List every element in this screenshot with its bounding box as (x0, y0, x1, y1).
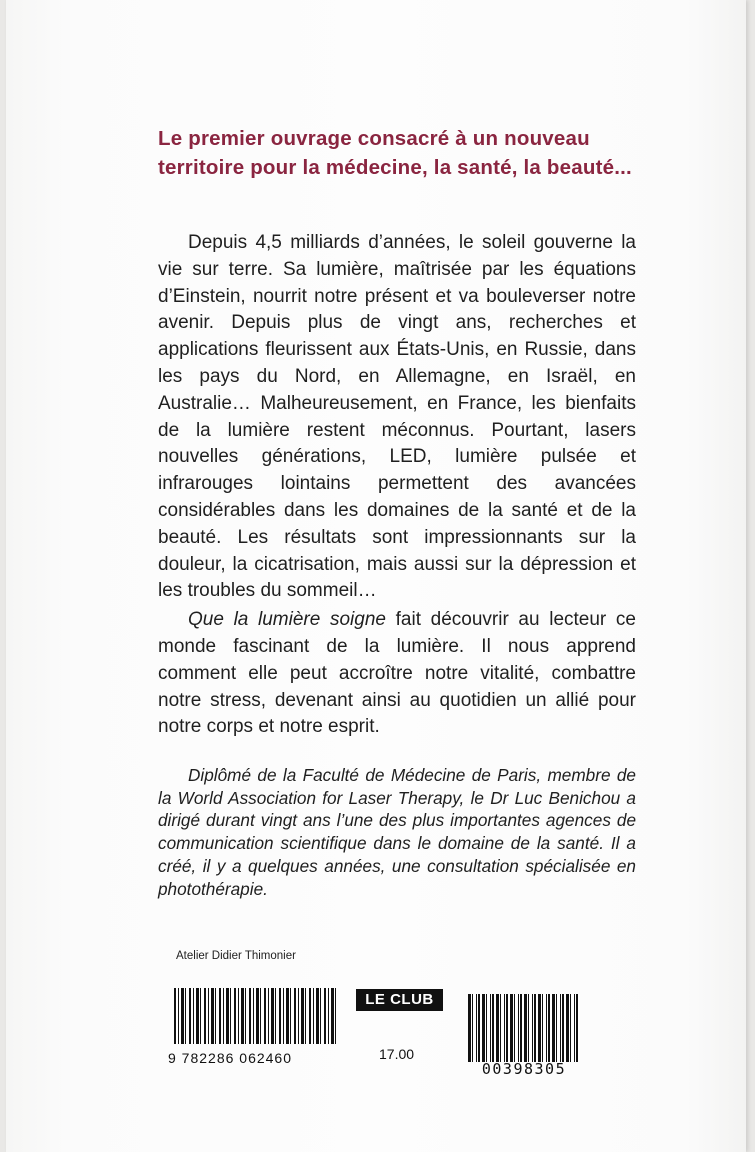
description-paragraph-1: Depuis 4,5 milliards d’années, le soleil gouverne la vie sur terre. Sa lumière, maîtrisée par les équations d’Einstein, nourrit notre présent et va bouleverser notre avenir. Depuis plus de vingt ans, recherches et applications fleurissent aux États-Unis, en Russie, dans les pays du Nord, en Allemagne, en Israël, en Australie… Malheureusement, en France, les bienfaits de la lumière restent méconnus. Pourtant, lasers nouvelles générations, LED, lumière pulsée et infrarouges lointains permettent des avancées considérables dans les domaines de la santé et de la beauté. Les résultats sont impressionnants sur la douleur, la cicatrisation, mais aussi sur la dépression et les troubles du sommeil… (158, 232, 636, 602)
price: 17.00 (379, 1046, 415, 1062)
isbn-number: 9 782286 062460 (168, 1050, 292, 1066)
tagline-line-1: Le premier ouvrage consacré à un nouveau (158, 127, 590, 150)
description-paragraph-2-text: fait découvrir au lecteur ce monde fascinant de la lumière. Il nous apprend comment elle peut accroître notre vitalité, combattre notre stress, devenant ainsi au quotidien un allié pour notre corps et notre esprit. (158, 609, 636, 738)
publisher-logo: LE CLUB (356, 989, 443, 1011)
product-barcode (468, 994, 580, 1062)
back-cover (6, 0, 746, 1152)
tagline-line-2: territoire pour la médecine, la santé, la beauté... (158, 156, 632, 179)
book-title: Que la lumière soigne (188, 609, 386, 631)
isbn-barcode (174, 988, 336, 1044)
tagline (158, 124, 658, 182)
product-code: 00398305 (481, 1060, 567, 1078)
description-paragraph-2 (158, 607, 636, 741)
author-bio: Diplômé de la Faculté de Médecine de Paris, membre de la World Association for Laser Therapy, le Dr Luc Benichou a dirigé durant vingt ans l’une des plus importantes agences de communication scientifique dans le domaine de la santé. Il a créé, il y a quelques années, une consultation spécialisée en photothérapie. (158, 765, 636, 899)
cover-credit: Atelier Didier Thimonier (176, 950, 296, 962)
description (158, 230, 636, 741)
